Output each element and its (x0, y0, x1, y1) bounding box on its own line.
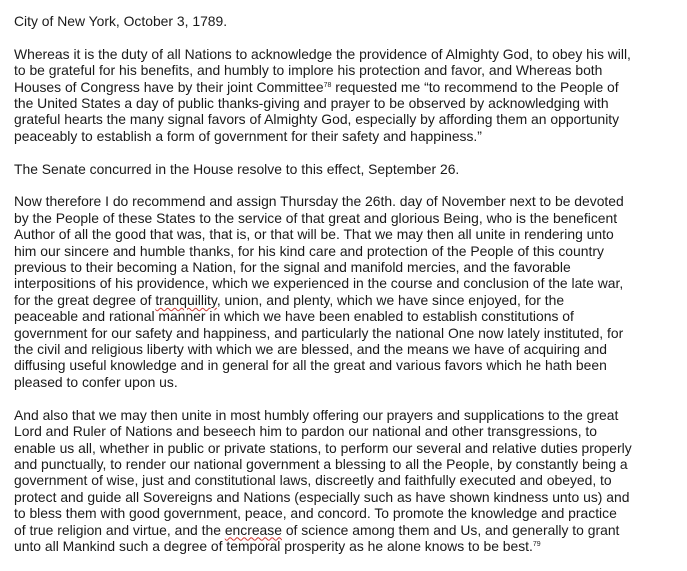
text-line: and punctually, to render our national government a blessing to all the People, by constantly being a (14, 455, 628, 472)
text-line: peaceable and rational manner in which we have been enabled to establish constitutions of (14, 308, 574, 325)
document-header: City of New York, October 3, 1789. (14, 13, 228, 29)
text-line: by the People of these States to the service of that great and glorious Being, who is the beneficent (14, 209, 618, 226)
document-body (14, 13, 674, 571)
text-line: the United States a day of public thanks-giving and prayer to be observed by acknowledging with (14, 95, 609, 112)
text-line: for the great degree of tranquillity, union, and plenty, which we have since enjoyed, for the (14, 291, 565, 308)
paragraph-whereas (14, 46, 674, 144)
text-line: government of wise, just and constitutional laws, discreetly and faithfully executed and obeyed, to (14, 472, 612, 489)
spellcheck-flagged-word[interactable]: tranquillity (155, 291, 217, 308)
text-line: Houses of Congress have by their joint Committee$^{78}$ requested me “to recommend to the People of (14, 78, 619, 95)
text-line: enable us all, whether in public or private stations, to perform our several and relative duties properly (14, 439, 632, 456)
text-line: government for our safety and happiness, and particularly the national One now lately instituted, for (14, 324, 624, 341)
text-line: peaceably to establish a form of government for their safety and happiness.” (14, 127, 482, 144)
footnote-marker: 78 (323, 81, 332, 89)
text-line: Now therefore I do recommend and assign Thursday the 26th. day of November next to be devoted (14, 193, 624, 210)
paragraph-senate (14, 161, 674, 177)
text-line: of true religion and virtue, and the encrease of science among them and Us, and generally to grant (14, 521, 620, 538)
paragraph-supplications (14, 407, 674, 555)
text-line: Whereas it is the duty of all Nations to acknowledge the providence of Almighty God, to obey his will, (14, 45, 631, 62)
paragraph-recommend (14, 193, 674, 390)
text-line: to bless them with good government, peace, and concord. To promote the knowledge and practice (14, 505, 617, 522)
text-line: interpositions of his providence, which we experienced in the course and conclusion of the late war, (14, 275, 624, 292)
text-line: unto all Mankind such a degree of temporal prosperity as he alone knows to be best.$^{79}$ (14, 537, 541, 554)
text-line: to be grateful for his benefits, and humbly to implore his protection and favor, and Whereas both (14, 62, 603, 79)
text-line: diffusing useful knowledge and in general for all the great and various favors which he hath been (14, 357, 607, 374)
text-line: the civil and religious liberty with which we are blessed, and the means we have of acquiring and (14, 341, 607, 358)
text-line: protect and guide all Sovereigns and Nations (especially such as have shown kindness unto us) and (14, 488, 630, 505)
footnote-marker: 79 (532, 540, 541, 548)
text-line: grateful hearts the many signal favors of Almighty God, especially by affording them an opportunity (14, 111, 620, 128)
text-line: And also that we may then unite in most humbly offering our prayers and supplications to the great (14, 406, 619, 423)
text-line: Author of all the good that was, that is, or that will be. That we may then all unite in rendering unto (14, 226, 614, 243)
text-line: pleased to confer upon us. (14, 373, 178, 390)
text-line: him our sincere and humble thanks, for his kind care and protection of the People of this country (14, 242, 604, 259)
text-line: previous to their becoming a Nation, for the signal and manifold mercies, and the favorable (14, 259, 571, 276)
text-line: The Senate concurred in the House resolve to this effect, September 26. (14, 160, 460, 177)
spellcheck-flagged-word[interactable]: encrease (224, 521, 282, 538)
text-line: Lord and Ruler of Nations and beseech him to pardon our national and other transgressions, to (14, 423, 597, 440)
